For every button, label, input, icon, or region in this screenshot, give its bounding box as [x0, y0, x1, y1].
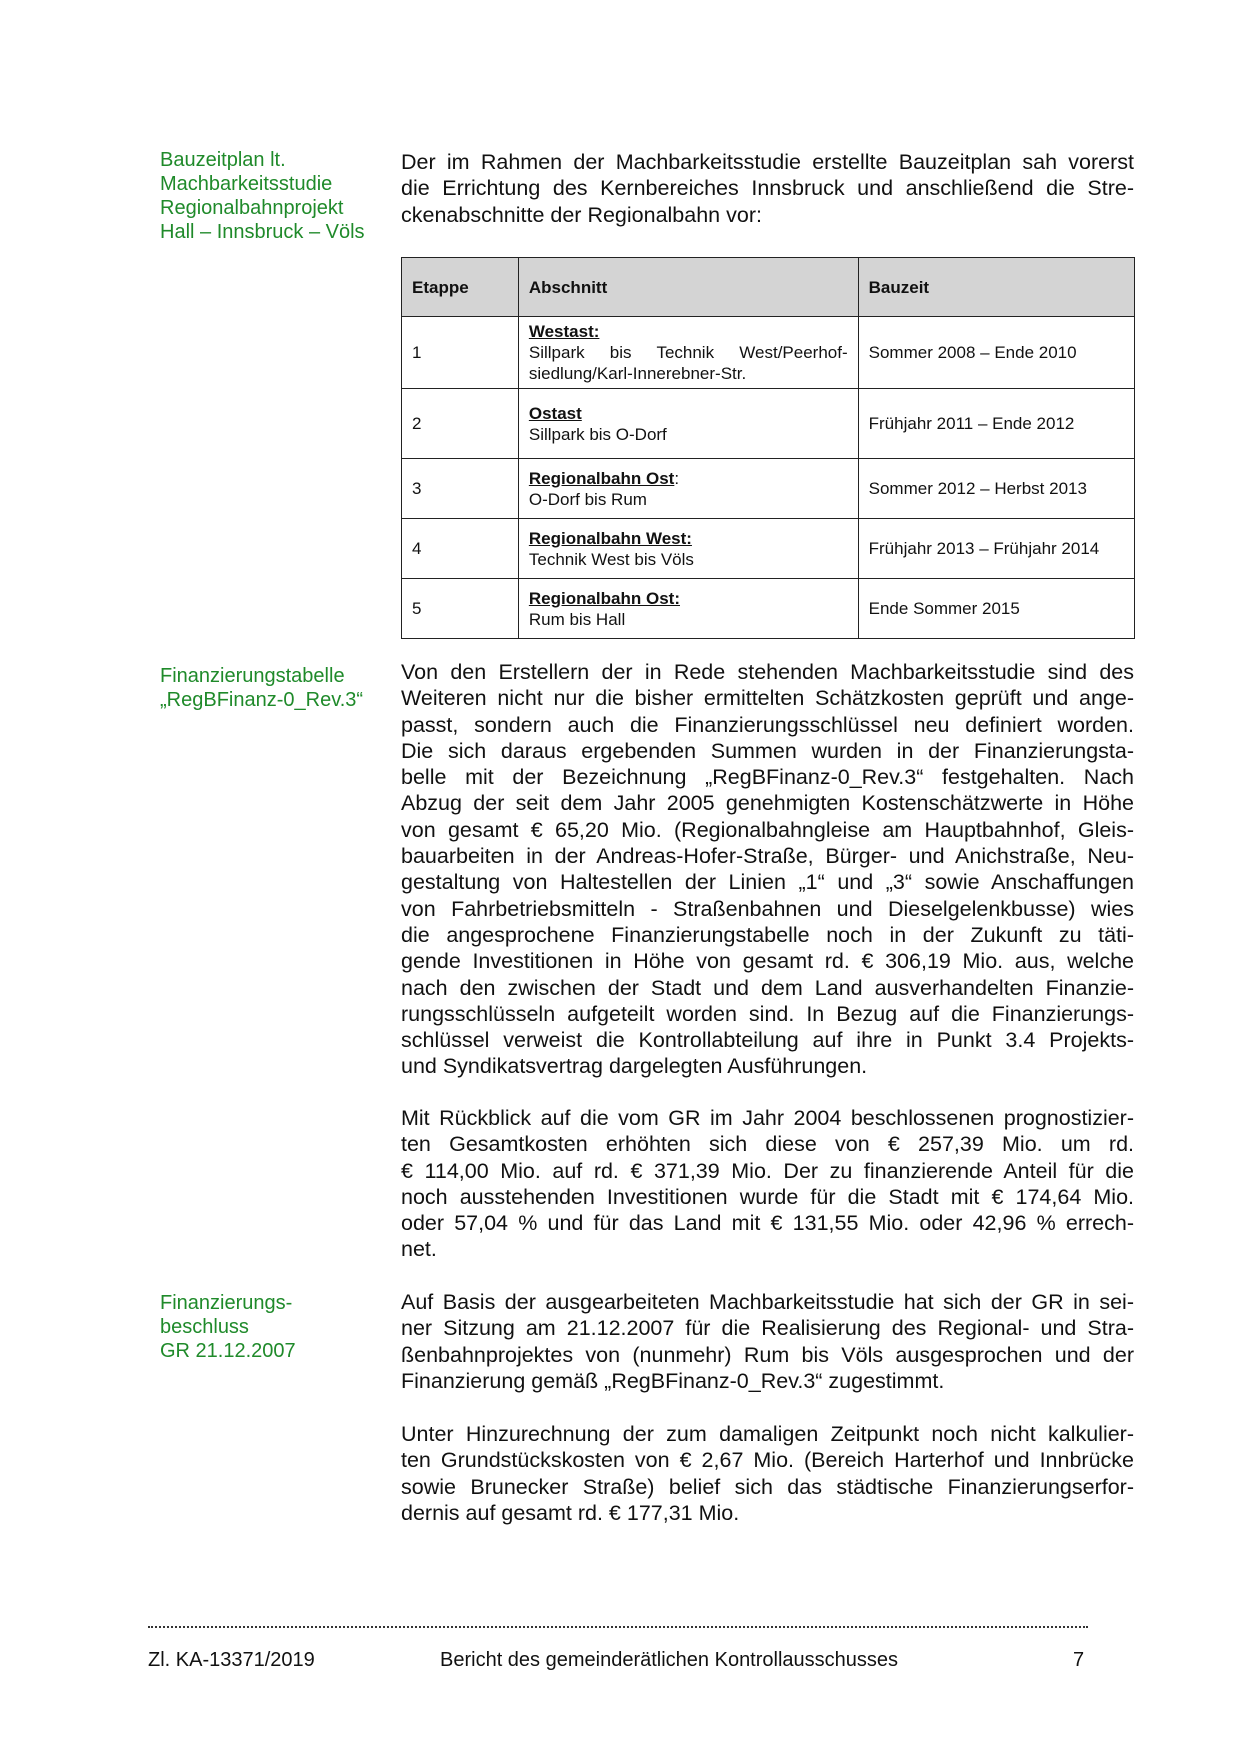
table-row — [402, 519, 1135, 579]
text-line: dernis auf gesamt rd. € 177,31 Mio. — [401, 1500, 740, 1525]
side-note-bauzeitplan — [160, 148, 390, 244]
side-note-line: beschluss — [160, 1316, 249, 1338]
section-title: Regionalbahn Ost — [528, 468, 675, 488]
text-line: sowie Brunecker Straße) belief sich das städtische Finanzierungserfor- — [401, 1474, 1134, 1499]
footer-title: Bericht des gemeinderätlichen Kontrollausschusses — [440, 1649, 899, 1671]
table-row — [402, 579, 1135, 639]
cell-etappe: 5 — [402, 579, 519, 639]
text-line: ner Sitzung am 21.12.2007 für die Realisierung des Regional- und Stra- — [401, 1316, 1134, 1341]
section-line: O-Dorf bis Rum — [528, 489, 647, 509]
cell-abschnitt — [518, 579, 858, 639]
paragraph-finanzierungstabelle — [401, 659, 1134, 1080]
text-line: und Syndikatsvertrag dargelegten Ausführungen. — [401, 1054, 868, 1079]
cell-bauzeit: Frühjahr 2011 – Ende 2012 — [858, 389, 1134, 459]
text-line: ßenbahnprojektes von (nunmehr) Rum bis Völs ausgesprochen und der — [401, 1342, 1134, 1367]
paragraph-rueckblick — [401, 1105, 1134, 1263]
cell-etappe: 3 — [402, 459, 519, 519]
text-line: ten Gesamtkosten erhöhten sich diese von € 257,39 Mio. um rd. — [401, 1132, 1134, 1157]
text-line: Auf Basis der ausgearbeiteten Machbarkeitsstudie hat sich der GR in sei- — [401, 1290, 1134, 1314]
section-title: Regionalbahn West: — [528, 528, 692, 548]
cell-bauzeit: Sommer 2008 – Ende 2010 — [858, 317, 1134, 389]
text-line: gende Investitionen in Höhe von gesamt rd. € 306,19 Mio. aus, welche — [401, 949, 1134, 974]
text-line: € 114,00 Mio. auf rd. € 371,39 Mio. Der zu finanzierende Anteil für die — [401, 1158, 1134, 1183]
side-note-finanzierungstabelle — [160, 664, 390, 712]
text-line: Der im Rahmen der Machbarkeitsstudie erstellte Bauzeitplan sah vorerst — [401, 150, 1134, 174]
page-number: 7 — [1073, 1649, 1085, 1671]
text-line: Von den Erstellern der in Rede stehenden Machbarkeitsstudie sind des — [401, 660, 1134, 684]
paragraph-grundstueckskosten — [401, 1421, 1134, 1526]
header-bauzeit: Bauzeit — [858, 258, 1134, 317]
text-line: schlüssel verweist die Kontrollabteilung auf ihre in Punkt 3.4 Projekts- — [401, 1028, 1134, 1053]
section-title: Ostast — [528, 403, 582, 423]
cell-bauzeit: Sommer 2012 – Herbst 2013 — [858, 459, 1134, 519]
table-row — [402, 317, 1135, 389]
text-line: oder 57,04 % und für das Land mit € 131,55 Mio. oder 42,96 % errech- — [401, 1211, 1134, 1236]
section-line: siedlung/Karl-Innerebner-Str. — [528, 364, 747, 383]
section-line: Technik West bis Völs — [528, 549, 694, 569]
intro-paragraph — [401, 149, 1134, 228]
table-row — [402, 459, 1135, 519]
side-note-line: Hall – Innsbruck – Völs — [160, 221, 365, 243]
text-line: die angesprochene Finanzierungstabelle noch in der Zukunft zu täti- — [401, 922, 1134, 947]
side-note-line: Finanzierungstabelle — [160, 665, 345, 687]
text-line: passt, sondern auch die Finanzierungsschlüssel neu definiert worden. — [401, 712, 1134, 737]
side-note-line: Regionalbahnprojekt — [160, 197, 344, 219]
section-line: Sillpark bis O-Dorf — [528, 424, 667, 444]
text-line: von Fahrbetriebsmitteln - Straßenbahnen und Dieselgelenkbusse) wies — [401, 896, 1134, 921]
side-note-line: GR 21.12.2007 — [160, 1340, 296, 1362]
text-line: Die sich daraus ergebenden Summen wurden in der Finanzierungsta- — [401, 738, 1134, 763]
cell-bauzeit: Frühjahr 2013 – Frühjahr 2014 — [858, 519, 1134, 579]
cell-bauzeit: Ende Sommer 2015 — [858, 579, 1134, 639]
cell-etappe: 2 — [402, 389, 519, 459]
cell-abschnitt — [518, 317, 858, 389]
text-line: die Errichtung des Kernbereiches Innsbruck und anschließend die Stre- — [401, 176, 1134, 201]
cell-abschnitt — [518, 389, 858, 459]
section-title-suffix: : — [674, 468, 680, 488]
footer-reference: Zl. KA-13371/2019 — [148, 1649, 315, 1671]
section-line: Rum bis Hall — [528, 609, 626, 629]
section-title: Regionalbahn Ost: — [528, 588, 680, 608]
cell-etappe: 1 — [402, 317, 519, 389]
cell-abschnitt — [518, 459, 858, 519]
text-line: Mit Rückblick auf die vom GR im Jahr 2004 beschlossenen prognostizier- — [401, 1106, 1134, 1130]
text-line: nach den zwischen der Stadt und dem Land ausverhandelten Finanzie- — [401, 975, 1134, 1000]
table-row — [402, 389, 1135, 459]
text-line: gestaltung von Haltestellen der Linien „1“ und „3“ sowie Anschaffungen — [401, 870, 1134, 895]
paragraph-beschluss — [401, 1289, 1134, 1394]
text-line: von gesamt € 65,20 Mio. (Regionalbahngleise am Hauptbahnhof, Gleis- — [401, 817, 1134, 842]
text-line: ckenabschnitte der Regionalbahn vor: — [401, 202, 762, 227]
text-line: ten Grundstückskosten von € 2,67 Mio. (Bereich Harterhof und Innbrücke — [401, 1448, 1134, 1473]
section-title: Westast: — [528, 322, 600, 341]
side-note-line: Bauzeitplan lt. — [160, 149, 286, 171]
text-line: net. — [401, 1237, 437, 1262]
text-line: Weiteren nicht nur die bisher ermittelten Schätzkosten geprüft und ange- — [401, 686, 1134, 711]
text-line: noch ausstehenden Investitionen wurde für die Stadt mit € 174,64 Mio. — [401, 1184, 1134, 1209]
header-etappe: Etappe — [402, 258, 519, 317]
footer-divider — [148, 1626, 1088, 1630]
text-line: Unter Hinzurechnung der zum damaligen Zeitpunkt noch nicht kalkulier- — [401, 1422, 1134, 1446]
header-abschnitt: Abschnitt — [518, 258, 858, 317]
side-note-finanzierungsbeschluss — [160, 1291, 390, 1363]
bauzeitplan-table — [401, 257, 1135, 639]
cell-etappe: 4 — [402, 519, 519, 579]
table-header-row — [402, 258, 1135, 317]
text-line: Abzug der seit dem Jahr 2005 genehmigten Kostenschätzwerte in Höhe — [401, 791, 1134, 816]
side-note-line: Machbarkeitsstudie — [160, 173, 333, 195]
text-line: Finanzierung gemäß „RegBFinanz-0_Rev.3“ zugestimmt. — [401, 1368, 945, 1393]
cell-abschnitt — [518, 519, 858, 579]
text-line: rungsschlüsseln aufgeteilt worden sind. In Bezug auf die Finanzierungs- — [401, 1001, 1134, 1026]
side-note-line: „RegBFinanz-0_Rev.3“ — [160, 689, 364, 711]
side-note-line: Finanzierungs- — [160, 1292, 293, 1314]
text-line: bauarbeiten in der Andreas-Hofer-Straße, Bürger- und Anichstraße, Neu- — [401, 844, 1134, 869]
text-line: belle mit der Bezeichnung „RegBFinanz-0_Rev.3“ festgehalten. Nach — [401, 765, 1134, 790]
section-line: Sillpark bis Technik West/Peerhof- — [528, 343, 848, 362]
